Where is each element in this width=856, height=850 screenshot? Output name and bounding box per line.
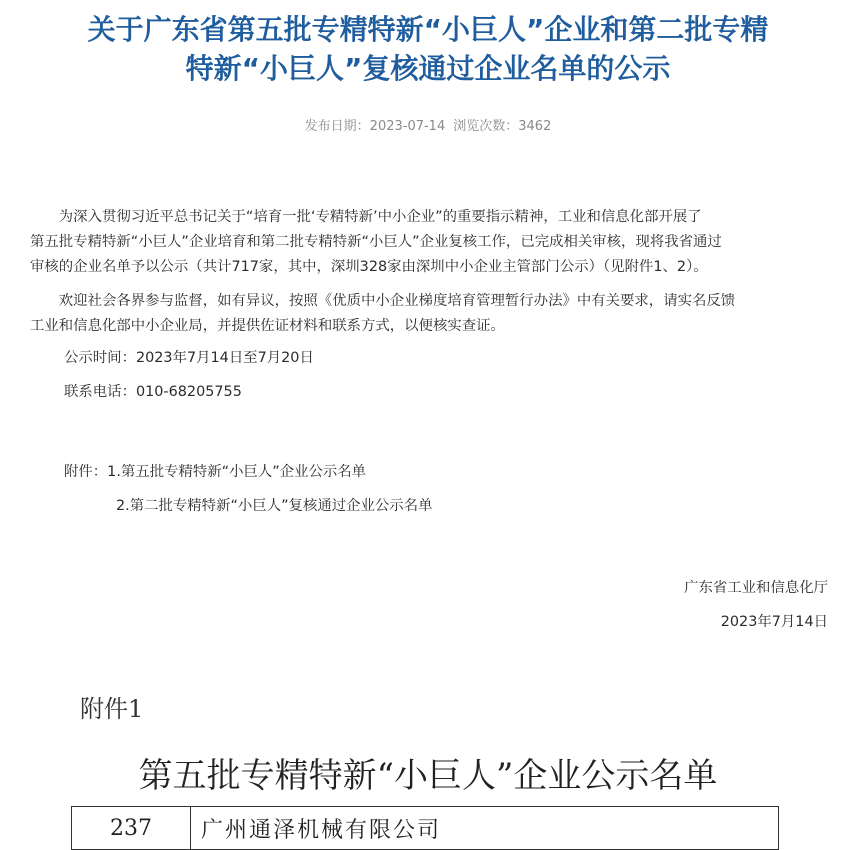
view-count: 3462: [518, 119, 552, 134]
contact-phone: 联系电话：010-68205755: [64, 384, 242, 400]
table-row: [72, 807, 779, 850]
article-meta: [0, 115, 856, 134]
signature-date: 2023年7月14日: [720, 614, 828, 630]
paragraph-line: 工业和信息化部中小企业局，并提供佐证材料和联系方式，以便核实查证。: [30, 318, 505, 334]
annex-title: 第五批专精特新“小巨人”企业公示名单: [138, 756, 718, 796]
paragraph-line: 欢迎社会各界参与监督，如有异议，按照《优质中小企业梯度培育管理暂行办法》中有关要求，请实名反馈: [30, 293, 736, 309]
paragraph-line: 为深入贯彻习近平总书记关于“培育一批‘专精特新’中小企业”的重要指示精神，工业和信息化部开展了: [30, 209, 702, 225]
attachment-link-1[interactable]: 附件：1.第五批专精特新“小巨人”企业公示名单: [64, 464, 367, 480]
paragraph-supervision: [30, 289, 735, 339]
publish-date: 2023-07-14: [369, 119, 446, 134]
notice-period: 公示时间：2023年7月14日至7月20日: [64, 350, 314, 366]
row-number: 237: [72, 807, 191, 850]
attachment-link-2[interactable]: 2.第二批专精特新“小巨人”复核通过企业公示名单: [116, 498, 433, 514]
signature-organization: 广东省工业和信息化厅: [684, 580, 828, 596]
article-title: [0, 10, 856, 88]
company-name: 广州通泽机械有限公司: [191, 807, 779, 850]
paragraph-intro: [30, 205, 722, 280]
article-title-line-1: 关于广东省第五批专精特新“小巨人”企业和第二批专精: [87, 13, 769, 46]
paragraph-line: 第五批专精特新“小巨人”企业培育和第二批专精特新“小巨人”企业复核工作，已完成相关审核，现将我省通过: [30, 234, 722, 250]
paragraph-line: 审核的企业名单予以公示（共计717家，其中，深圳328家由深圳中小企业主管部门公示）（见附件1、2）。: [30, 259, 708, 275]
company-table: [71, 806, 779, 850]
annex-label: 附件1: [80, 695, 144, 723]
article-title-line-2: 特新“小巨人”复核通过企业名单的公示: [185, 52, 671, 85]
view-count-label: 浏览次数：: [453, 119, 519, 134]
publish-date-label: 发布日期：: [304, 119, 370, 134]
